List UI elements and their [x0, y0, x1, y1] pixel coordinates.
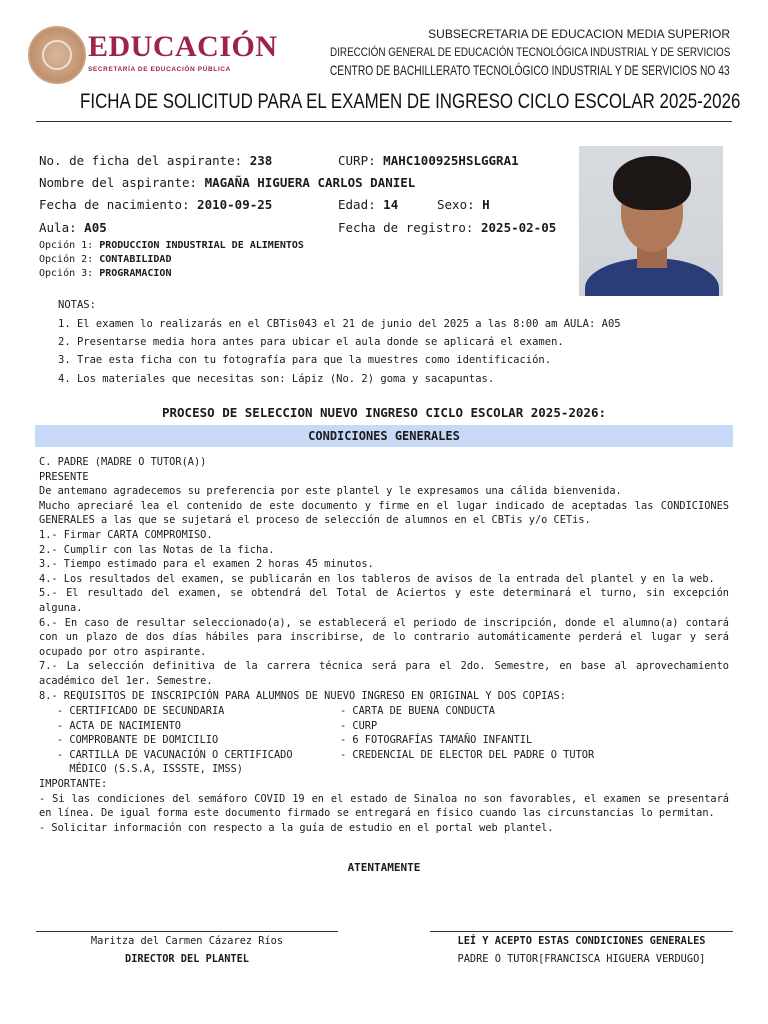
- important-item: - Solicitar información con respecto a la guía de estudio en el portal web plantel.: [39, 821, 554, 834]
- conditions-title: CONDICIONES GENERALES: [308, 429, 460, 443]
- sep-logo: [28, 26, 278, 82]
- option-2-row: [39, 254, 171, 265]
- sex-row: [437, 197, 490, 212]
- registration-label: Fecha de registro:: [338, 220, 474, 235]
- requirements-left: [57, 704, 293, 777]
- requirements-right: [340, 704, 594, 762]
- director-role: DIRECTOR DEL PLANTEL: [125, 953, 249, 965]
- sex-value: H: [482, 197, 490, 212]
- header-line-3: CENTRO DE BACHILLERATO TECNOLÓGICO INDUSTRIAL Y DE SERVICIOS NO 43: [330, 62, 730, 78]
- option-1-label: Opción 1:: [39, 240, 94, 251]
- curp-label: CURP:: [338, 153, 376, 168]
- aula-label: Aula:: [39, 220, 77, 235]
- brand-subtitle: SECRETARÍA DE EDUCACIÓN PÚBLICA: [88, 66, 231, 73]
- age-value: 14: [383, 197, 399, 212]
- brand-name: EDUCACIÓN: [88, 30, 278, 63]
- name-row: [39, 175, 415, 190]
- ficha-label: No. de ficha del aspirante:: [39, 153, 243, 168]
- condition-item: 5.- El resultado del examen, se obtendrá del Total de Aciertos y este determinará el turno, sin excepción alguna.: [39, 587, 729, 614]
- important-section: [39, 777, 729, 835]
- requirement-item: - CARTILLA DE VACUNACIÓN O CERTIFICADO: [57, 748, 293, 761]
- condition-item: 4.- Los resultados del examen, se publicarán en los tableros de avisos de la entrada del plantel y en la web.: [39, 572, 715, 585]
- condition-item: 1.- Firmar CARTA COMPROMISO.: [39, 528, 213, 541]
- option-1-row: [39, 240, 304, 251]
- requirement-item: - COMPROBANTE DE DOMICILIO: [57, 734, 219, 747]
- option-3-label: Opción 3:: [39, 268, 94, 279]
- birth-row: [39, 197, 272, 212]
- process-title: PROCESO DE SELECCION NUEVO INGRESO CICLO ESCOLAR 2025-2026:: [161, 405, 606, 420]
- important-item: - Si las condiciones del semáforo COVID 19 en el estado de Sinaloa no son favorables, el examen se presentará en línea. De igual forma este documento firmado se entregará en físico cuando las circunstancias lo permitan.: [39, 792, 729, 820]
- birth-label: Fecha de nacimiento:: [39, 197, 190, 212]
- note-item: 3. Trae esta ficha con tu fotografía para que la muestres como identificación.: [58, 354, 552, 366]
- note-item: 4. Los materiales que necesitas son: Lápiz (No. 2) goma y sacapuntas.: [58, 373, 495, 385]
- header-line-2: DIRECCIÓN GENERAL DE EDUCACIÓN TECNOLÓGICA INDUSTRIAL Y DE SERVICIOS: [329, 45, 730, 59]
- sex-label: Sexo:: [437, 197, 475, 212]
- condition-item: 8.- REQUISITOS DE INSCRIPCIÓN PARA ALUMNOS DE NUEVO INGRESO EN ORIGINAL Y DOS COPIAS:: [39, 689, 566, 702]
- registration-row: [338, 220, 556, 235]
- requirement-item: - CURP: [340, 719, 378, 732]
- note-item: 1. El examen lo realizarás en el CBTis043 el 21 de junio del 2025 a las 8:00 am AULA: A05: [58, 318, 621, 330]
- body-text: [39, 455, 729, 703]
- ficha-row: [39, 153, 272, 168]
- ficha-value: 238: [249, 153, 273, 168]
- note-item: 2. Presentarse media hora antes para ubicar el aula donde se aplicará el examen.: [58, 336, 564, 348]
- option-1-value: PRODUCCION INDUSTRIAL DE ALIMENTOS: [99, 240, 304, 251]
- name-value: MAGAÑA HIGUERA CARLOS DANIEL: [204, 175, 416, 190]
- director-signature-line: [36, 931, 338, 932]
- requirement-item: MÉDICO (S.S.A, ISSSTE, IMSS): [57, 763, 243, 776]
- condition-item: 6.- En caso de resultar seleccionado(a), se establecerá el periodo de inscripción, donde el alumno(a) contará con un plazo de dos días hábiles para inscribirse, de lo contrario automáticamente perderá el lugar y será ocupado por otro aspirante.: [39, 616, 729, 658]
- name-label: Nombre del aspirante:: [39, 175, 198, 190]
- option-2-label: Opción 2:: [39, 254, 94, 265]
- registration-value: 2025-02-05: [481, 220, 557, 235]
- acceptance-title: LEÍ Y ACEPTO ESTAS CONDICIONES GENERALES: [457, 935, 706, 947]
- curp-row: [338, 153, 519, 168]
- requirement-item: - ACTA DE NACIMIENTO: [57, 719, 181, 732]
- applicant-photo: [579, 146, 723, 296]
- salutation: C. PADRE (MADRE O TUTOR(A)): [39, 456, 207, 468]
- age-row: [338, 197, 398, 212]
- parent-signature-line: [430, 931, 733, 932]
- salutation-present: PRESENTE: [39, 470, 89, 483]
- age-label: Edad:: [338, 197, 376, 212]
- important-title: IMPORTANTE:: [39, 778, 108, 790]
- title-divider: [36, 121, 732, 122]
- national-seal-icon: [28, 26, 86, 84]
- requirement-item: - CARTA DE BUENA CONDUCTA: [340, 705, 495, 717]
- conditions-band: [35, 425, 733, 447]
- page-title: FICHA DE SOLICITUD PARA EL EXAMEN DE INGRESO CICLO ESCOLAR 2025-2026: [80, 90, 741, 113]
- aula-row: [39, 220, 107, 235]
- director-name: Maritza del Carmen Cázarez Ríos: [90, 935, 284, 947]
- closing: ATENTAMENTE: [347, 861, 421, 874]
- option-3-value: PROGRAMACION: [99, 268, 172, 279]
- requirement-item: - CERTIFICADO DE SECUNDARIA: [57, 705, 225, 717]
- condition-item: 3.- Tiempo estimado para el examen 2 horas 45 minutos.: [39, 558, 374, 571]
- requirement-item: - CREDENCIAL DE ELECTOR DEL PADRE O TUTOR: [340, 748, 595, 761]
- parent-name: PADRE O TUTOR[FRANCISCA HIGUERA VERDUGO]: [457, 953, 706, 965]
- condition-item: 2.- Cumplir con las Notas de la ficha.: [39, 543, 275, 556]
- curp-value: MAHC100925HSLGGRA1: [383, 153, 519, 168]
- requirement-item: - 6 FOTOGRAFÍAS TAMAÑO INFANTIL: [340, 734, 533, 747]
- birth-value: 2010-09-25: [197, 197, 273, 212]
- condition-item: 7.- La selección definitiva de la carrera técnica será para el 2do. Semestre, en base al aprovechamiento académico del 1er. Semestre.: [39, 660, 729, 687]
- aula-value: A05: [84, 220, 107, 235]
- intro-paragraph: Mucho apreciaré lea el contenido de este documento y firme en el lugar indicado de aceptadas las CONDICIONES GENERALES a las que se sujetará el proceso de selección de alumnos en el CBTis y/o CETis.: [39, 499, 729, 527]
- header-line-1: SUBSECRETARIA DE EDUCACION MEDIA SUPERIOR: [428, 27, 730, 41]
- notes-title: NOTAS:: [58, 299, 96, 311]
- welcome-text: De antemano agradecemos su preferencia por este plantel y le expresamos una cálida bienvenida.: [39, 485, 622, 498]
- option-2-value: CONTABILIDAD: [99, 254, 172, 265]
- option-3-row: [39, 268, 171, 279]
